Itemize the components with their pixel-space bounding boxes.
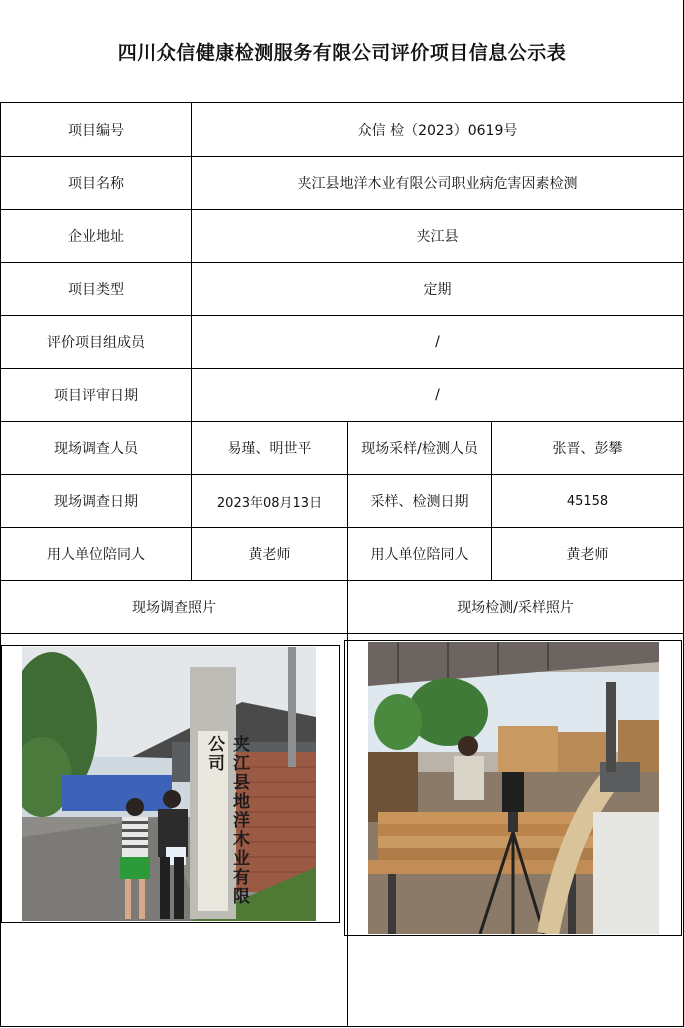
label-project-name: 项目名称 xyxy=(68,176,124,192)
value-companion-2: 黄老师 xyxy=(566,547,609,563)
label-members: 评价项目组成员 xyxy=(47,335,145,351)
label-sampling-staff: 现场采样/检测人员 xyxy=(361,441,478,457)
value-review-date: / xyxy=(435,387,440,403)
value-project-type: 定期 xyxy=(423,282,452,298)
value-sampling-date: 45158 xyxy=(566,493,609,509)
value-survey-staff: 易瑾、明世平 xyxy=(227,441,312,457)
value-survey-date: 2023年08月13日 xyxy=(216,495,323,511)
survey-photo xyxy=(22,647,316,921)
label-address: 企业地址 xyxy=(68,229,124,245)
header-sampling-photos: 现场检测/采样照片 xyxy=(457,600,574,616)
grid-line xyxy=(0,633,684,634)
label-survey-staff: 现场调查人员 xyxy=(54,441,138,457)
label-project-no: 项目编号 xyxy=(68,122,124,139)
page-title: 四川众信健康检测服务有限公司评价项目信息公示表 xyxy=(117,42,567,64)
survey-photo-image xyxy=(22,647,316,921)
value-address: 夹江县 xyxy=(416,229,459,245)
grid-line xyxy=(0,1026,684,1027)
value-sampling-staff: 张晋、彭攀 xyxy=(552,441,623,457)
sampling-photo-image xyxy=(368,642,659,934)
sampling-photo xyxy=(368,642,659,934)
label-sampling-date: 采样、检测日期 xyxy=(370,494,469,510)
value-members: / xyxy=(435,334,440,350)
value-project-name: 夹江县地洋木业有限公司职业病危害因素检测 xyxy=(297,176,578,192)
value-companion: 黄老师 xyxy=(248,547,291,563)
sign-text: 夹江县地洋木业有限公司 xyxy=(204,735,249,906)
header-survey-photos: 现场调查照片 xyxy=(132,600,216,616)
label-survey-date: 现场调查日期 xyxy=(54,494,138,510)
label-companion-2: 用人单位陪同人 xyxy=(370,547,469,563)
value-project-no: 众信 检（2023）0619号 xyxy=(357,122,518,139)
label-project-type: 项目类型 xyxy=(68,282,124,298)
label-companion: 用人单位陪同人 xyxy=(47,547,145,563)
label-review-date: 项目评审日期 xyxy=(54,388,138,404)
